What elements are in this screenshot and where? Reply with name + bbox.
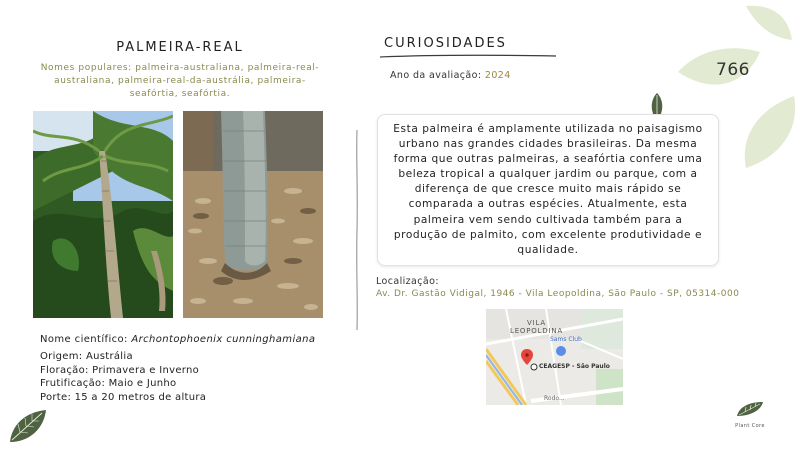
year-value: 2024 [484,70,511,81]
scientific-name-line [40,334,315,345]
palm-photo-canopy [33,111,173,318]
map-district: VILA LEOPOLDINA [510,319,563,335]
fact-origin: Origem: Austrália [40,351,133,362]
location-address: Av. Dr. Gastão Vidigal, 1946 - Vila Leopoldina, São Paulo - SP, 05314-000 [376,289,740,299]
logo-leaf-icon [733,400,767,418]
plant-number: 766 [716,60,750,80]
column-divider [356,30,358,430]
map-store-label: Sams Club [550,336,582,343]
plant-title: PALMEIRA-REAL [116,40,244,55]
scientific-label: Nome científico: [40,334,132,345]
description-box: Esta palmeira é amplamente utilizada no paisagismo urbano nas grandes cidades brasileiras. Da mesma forma que outras palmeiras, a seafórtia confere uma beleza tropical a qualquer jardim ou parque, com a diferença de que cresce muito mais rápido se comparada a outras espécies. Atualmente, esta palmeira vem sendo cultivada também para a produção de palmito, com excelente produtividade e qualidade. [377,114,719,266]
curiosities-title: CURIOSIDADES [384,36,507,51]
popular-names: Nomes populares: palmeira-australiana, palmeira-real-australiana, palmeira-real-da-austrália, palmeira-seafórtia, seafórtia. [40,63,320,99]
leaf-icon-bottom-left [6,406,48,446]
fact-fruiting: Frutificação: Maio e Junho [40,378,177,389]
title-underline [378,52,558,60]
evaluation-year [390,70,511,81]
location-map[interactable] [486,309,623,405]
logo-name: Plant Core [735,423,765,429]
fact-size: Porte: 15 a 20 metros de altura [40,391,207,403]
fact-flowering: Floração: Primavera e Inverno [40,364,200,376]
map-place-label: CEAGESP - São Paulo [539,363,610,370]
brand-logo [728,400,772,429]
year-label: Ano da avaliação: [390,70,485,81]
map-street-label: Rodo... [544,395,565,402]
location-label: Localização: [376,276,439,287]
palm-photo-trunk [183,111,323,318]
plant-facts [40,350,206,404]
scientific-name: Archontophoenix cunninghamiana [131,334,316,345]
